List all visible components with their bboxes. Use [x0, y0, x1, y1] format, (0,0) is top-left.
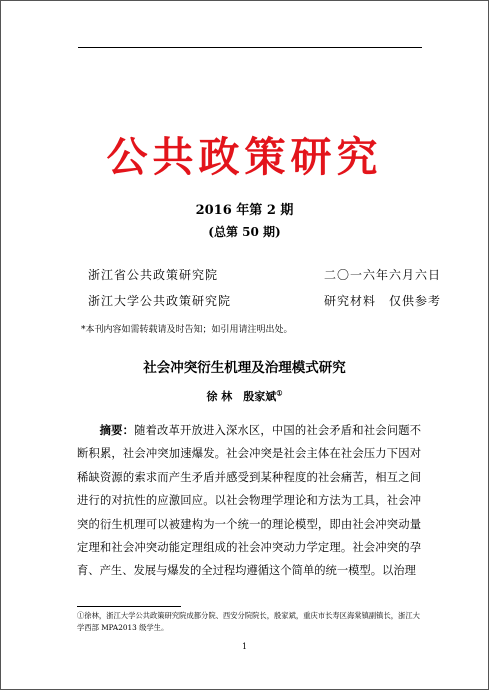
article-title: 社会冲突衍生机理及治理模式研究: [143, 360, 346, 376]
issue-number: 2016 年第 2 期: [195, 203, 294, 218]
journal-title: 公共政策研究: [106, 133, 383, 181]
publisher-1: 浙江省公共政策研究院: [88, 268, 219, 282]
abstract-label: 摘要：: [99, 423, 135, 437]
classification-note: 研究材料 仅供参考: [324, 294, 442, 308]
author-footnote-mark: ①: [276, 388, 283, 398]
abstract-text: 随着改革开放进入深水区，中国的社会矛盾和社会问题不断积累，社会冲突加速爆发。社会冲突是社会主体在社会压力下因对稀缺资源的索求而产生矛盾并感受到某种程度的社会痛苦，相互之间进行的对抗性的应激回应。以社会物理学理论和方法为工具，社会冲突的衍生机理可以被建构为一个统一的理论模型，即由社会冲突动量定理和社会冲突动能定理组成的社会冲突动力学定理。社会冲突的孕育、产生、发展与爆发的全过程均遵循这个简单的统一模型。以治理: [77, 424, 421, 578]
authors: [1, 388, 488, 404]
publication-date: 二〇一六年六月六日: [324, 268, 442, 282]
page-number: 1: [241, 642, 248, 651]
footnote: ①徐林，浙江大学公共政策研究院成都分院、西安分院院长，殷家斌，重庆市长寿区海棠镇副镇长，浙江大学西部 MPA2013 级学生。: [77, 611, 420, 632]
author-names: 徐 林 殷家斌: [206, 390, 277, 403]
abstract: [77, 419, 421, 583]
publisher-2: 浙江大学公共政策研究院: [88, 294, 232, 308]
top-rule: [78, 47, 422, 48]
footnote-rule: [77, 606, 181, 607]
reprint-notice: *本刊内容如需转载请及时告知；如引用请注明出处。: [81, 325, 293, 335]
total-issue-number: (总第 50 期): [208, 225, 281, 239]
